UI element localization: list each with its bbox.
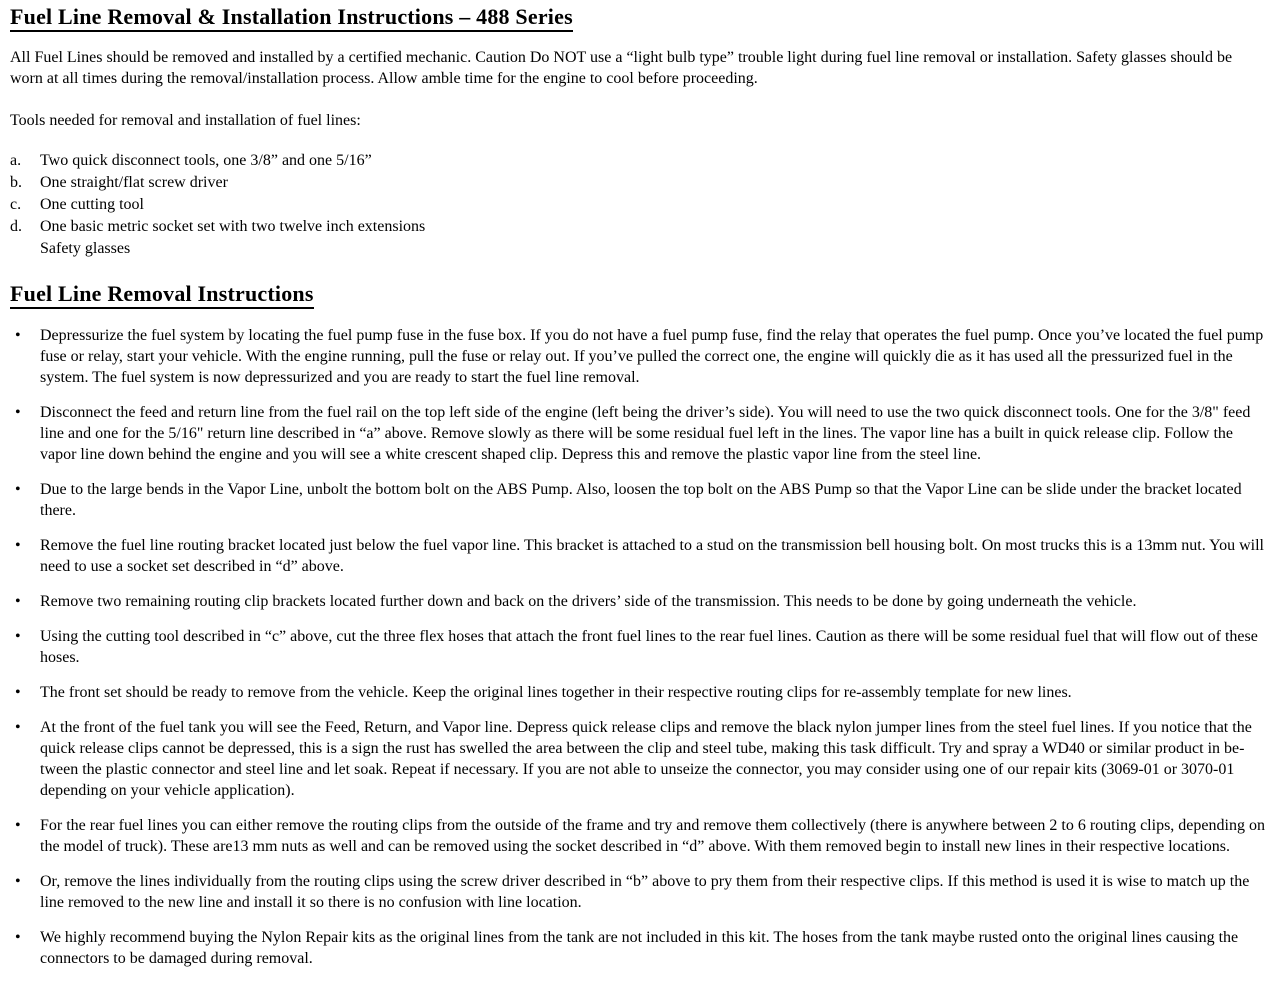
intro-paragraph: All Fuel Lines should be removed and installed by a certified mechanic. Caution Do NOT use a “light bulb type” trouble light during fuel line removal or installation. Safety glasses should be worn at all times during the removal/installation process. Allow amble time for the engine to cool before proceeding. — [10, 49, 1233, 87]
bullet-icon: • — [15, 404, 21, 421]
tool-item-d — [10, 216, 1268, 238]
tool-item-text: Safety glasses — [40, 240, 131, 257]
instruction-text: For the rear fuel lines you can either remove the routing clips from the outside of the frame and try and remove them collectively (there is anywhere between 2 to 6 routing clips, depending on the model of truck). These are13 mm nuts as well and can be removed using the socket described in “d” above. With them removed begin to install new lines in their respective locations. — [40, 817, 1265, 855]
tools-list — [10, 150, 1268, 260]
instruction-item — [10, 626, 1268, 668]
instruction-item — [10, 535, 1268, 577]
list-marker: b. — [10, 174, 22, 191]
instruction-text: We highly recommend buying the Nylon Repair kits as the original lines from the tank are not included in this kit. The hoses from the tank maybe rusted onto the original lines causing the connectors to be damaged during removal. — [40, 929, 1239, 967]
instruction-item — [10, 717, 1268, 801]
instruction-item — [10, 682, 1268, 703]
instruction-item — [10, 402, 1268, 465]
list-marker — [10, 238, 40, 260]
section-heading-text: Fuel Line Removal Instructions — [10, 281, 314, 309]
tool-item-b — [10, 172, 1268, 194]
document-title — [10, 3, 1268, 30]
bullet-icon: • — [15, 628, 21, 645]
list-marker: c. — [10, 196, 22, 213]
instruction-text: Remove two remaining routing clip brackets located further down and back on the drivers’ side of the transmission. This needs to be done by going underneath the vehicle. — [40, 593, 1137, 610]
tool-item-text: One basic metric socket set with two twelve inch extensions — [40, 218, 426, 235]
instruction-text: Using the cutting tool described in “c” above, cut the three flex hoses that attach the front fuel lines to the rear fuel lines. Caution as there will be some residual fuel that will flow out of these hoses. — [40, 628, 1258, 666]
tool-item-text: One cutting tool — [40, 196, 144, 213]
bullet-icon: • — [15, 481, 21, 498]
instruction-text: Remove the fuel line routing bracket located just below the fuel vapor line. This bracket is attached to a stud on the transmission bell housing bolt. On most trucks this is a 13mm nut. You will need to use a socket set described in “d” above. — [40, 537, 1264, 575]
instruction-item — [10, 815, 1268, 857]
bullet-icon: • — [15, 327, 21, 344]
bullet-icon: • — [15, 873, 21, 890]
tool-item-text: One straight/flat screw driver — [40, 174, 228, 191]
tools-list-heading: Tools needed for removal and installation of fuel lines: — [10, 112, 361, 129]
bullet-icon: • — [15, 537, 21, 554]
instruction-item — [10, 927, 1268, 969]
bullet-icon: • — [15, 817, 21, 834]
tool-item-a — [10, 150, 1268, 172]
bullet-icon: • — [15, 929, 21, 946]
tool-item-continuation — [10, 238, 1268, 260]
document-title-text: Fuel Line Removal & Installation Instructions – 488 Series — [10, 4, 573, 32]
bullet-icon: • — [15, 719, 21, 736]
instruction-text: At the front of the fuel tank you will see the Feed, Return, and Vapor line. Depress quick release clips and remove the black nylon jumper lines from the steel fuel lines. If you notice that the quick release clips cannot be depressed, this is a sign the rust has swelled the area between the clip and steel tube, making this task difficult. Try and spray a WD40 or similar product in be-tween the plastic connector and steel line and let soak. Repeat if necessary. If you are not able to unseize the connector, you may consider using one of our repair kits (3069-01 or 3070-01 depending on your vehicle application). — [40, 719, 1252, 799]
instruction-item — [10, 479, 1268, 521]
instruction-text: The front set should be ready to remove from the vehicle. Keep the original lines together in their respective routing clips for re-assembly template for new lines. — [40, 684, 1072, 701]
list-marker: a. — [10, 152, 22, 169]
instruction-text: Disconnect the feed and return line from the fuel rail on the top left side of the engine (left being the driver’s side). You will need to use the two quick disconnect tools. One for the 3/8" feed line and one for the 5/16" return line described in “a” above. Remove slowly as there will be some residual fuel left in the lines. The vapor line has a built in quick release clip. Follow the vapor line down behind the engine and you will see a white crescent shaped clip. Depress this and remove the plastic vapor line from the steel line. — [40, 404, 1251, 463]
bullet-icon: • — [15, 684, 21, 701]
instruction-text: Or, remove the lines individually from the routing clips using the screw driver described in “b” above to pry them from their respective clips. If this method is used it is wise to match up the line removed to the new line and install it so there is no confusion with line location. — [40, 873, 1250, 911]
instruction-text: Depressurize the fuel system by locating the fuel pump fuse in the fuse box. If you do not have a fuel pump fuse, find the relay that operates the fuel pump. Once you’ve located the fuel pump fuse or relay, start your vehicle. With the engine running, pull the fuse or relay out. If you’ve pulled the correct one, the engine will quickly die as it has used all the pressurized fuel in the system. The fuel system is now depressurized and you are ready to start the fuel line removal. — [40, 327, 1264, 386]
tool-item-c — [10, 194, 1268, 216]
section-heading — [10, 280, 1268, 307]
instruction-item — [10, 325, 1268, 388]
instructions-list — [10, 325, 1268, 969]
tool-item-text: Two quick disconnect tools, one 3/8” and one 5/16” — [40, 152, 372, 169]
instruction-item — [10, 871, 1268, 913]
bullet-icon: • — [15, 593, 21, 610]
list-marker: d. — [10, 218, 22, 235]
instruction-item — [10, 591, 1268, 612]
instruction-text: Due to the large bends in the Vapor Line, unbolt the bottom bolt on the ABS Pump. Also, loosen the top bolt on the ABS Pump so that the Vapor Line can be slide under the bracket located there. — [40, 481, 1242, 519]
